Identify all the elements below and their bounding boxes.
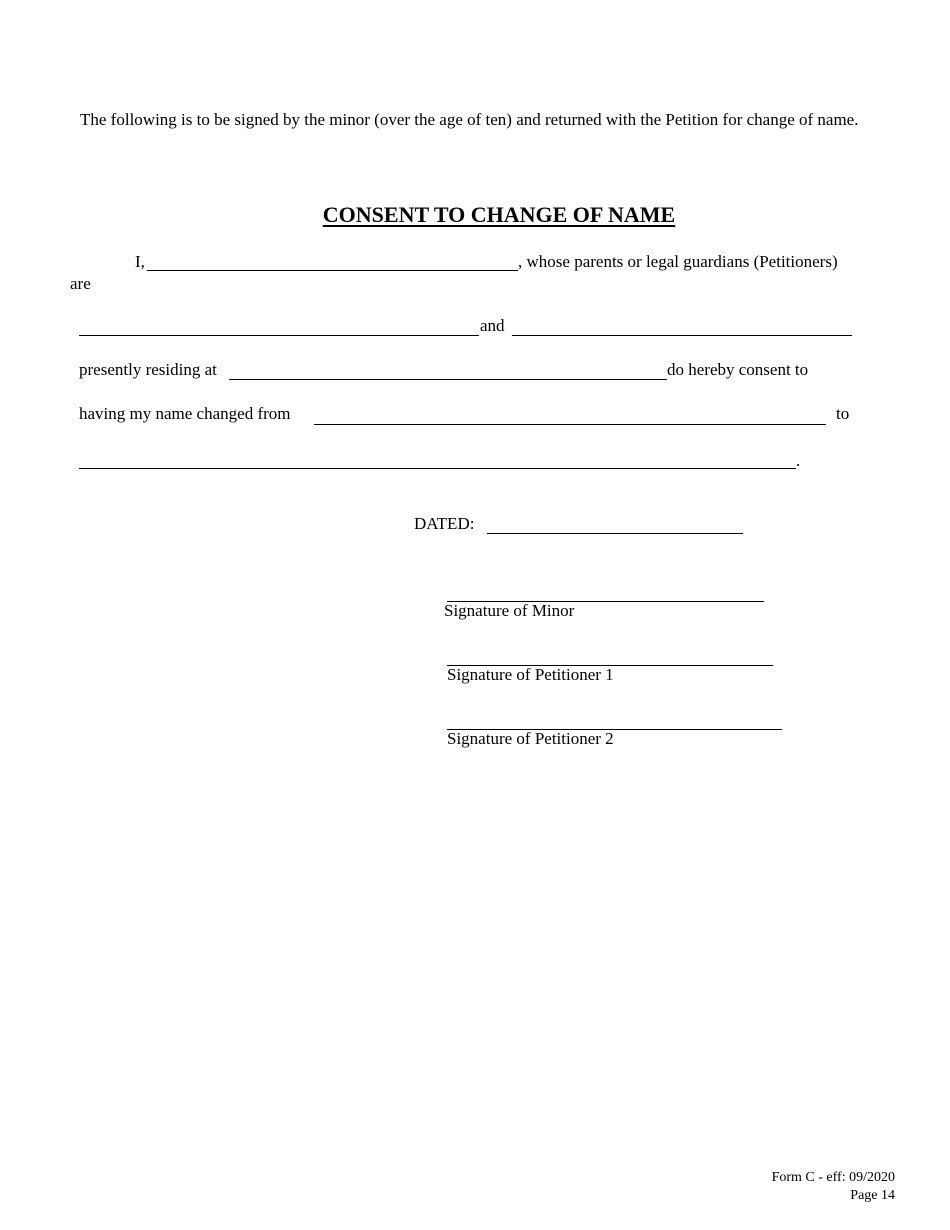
petitioner2-name-field[interactable] [512, 335, 852, 336]
petitioner1-signature-label: Signature of Petitioner 1 [447, 665, 614, 684]
intro-paragraph: The following is to be signed by the minor (over the age of ten) and returned with the Petition for change of name. [80, 110, 859, 129]
line1-prefix: I, [135, 252, 145, 271]
minor-name-field[interactable] [147, 270, 518, 271]
current-name-field[interactable] [314, 424, 826, 425]
dated-label: DATED: [414, 514, 475, 533]
line3-suffix: do hereby consent to [667, 360, 809, 379]
page-footer [772, 1169, 895, 1205]
dated-field[interactable] [487, 533, 743, 534]
minor-signature-label: Signature of Minor [444, 601, 575, 620]
petitioner2-signature-label: Signature of Petitioner 2 [447, 729, 614, 748]
new-name-field[interactable] [79, 468, 796, 469]
line1-wrap: are [70, 274, 91, 293]
line3-prefix: presently residing at [79, 360, 217, 379]
line4-prefix: having my name changed from [79, 404, 291, 423]
line2-and: and [480, 316, 505, 335]
form-title: CONSENT TO CHANGE OF NAME [322, 202, 676, 227]
line5-period: . [796, 451, 801, 470]
residence-field[interactable] [229, 379, 667, 380]
form-revision: Form C - eff: 09/2020 [771, 1170, 895, 1185]
page-number: Page 14 [850, 1188, 895, 1203]
petitioner1-name-field[interactable] [79, 335, 479, 336]
line1-suffix: , whose parents or legal guardians (Petitioners) [518, 252, 838, 271]
line4-suffix: to [836, 404, 850, 423]
